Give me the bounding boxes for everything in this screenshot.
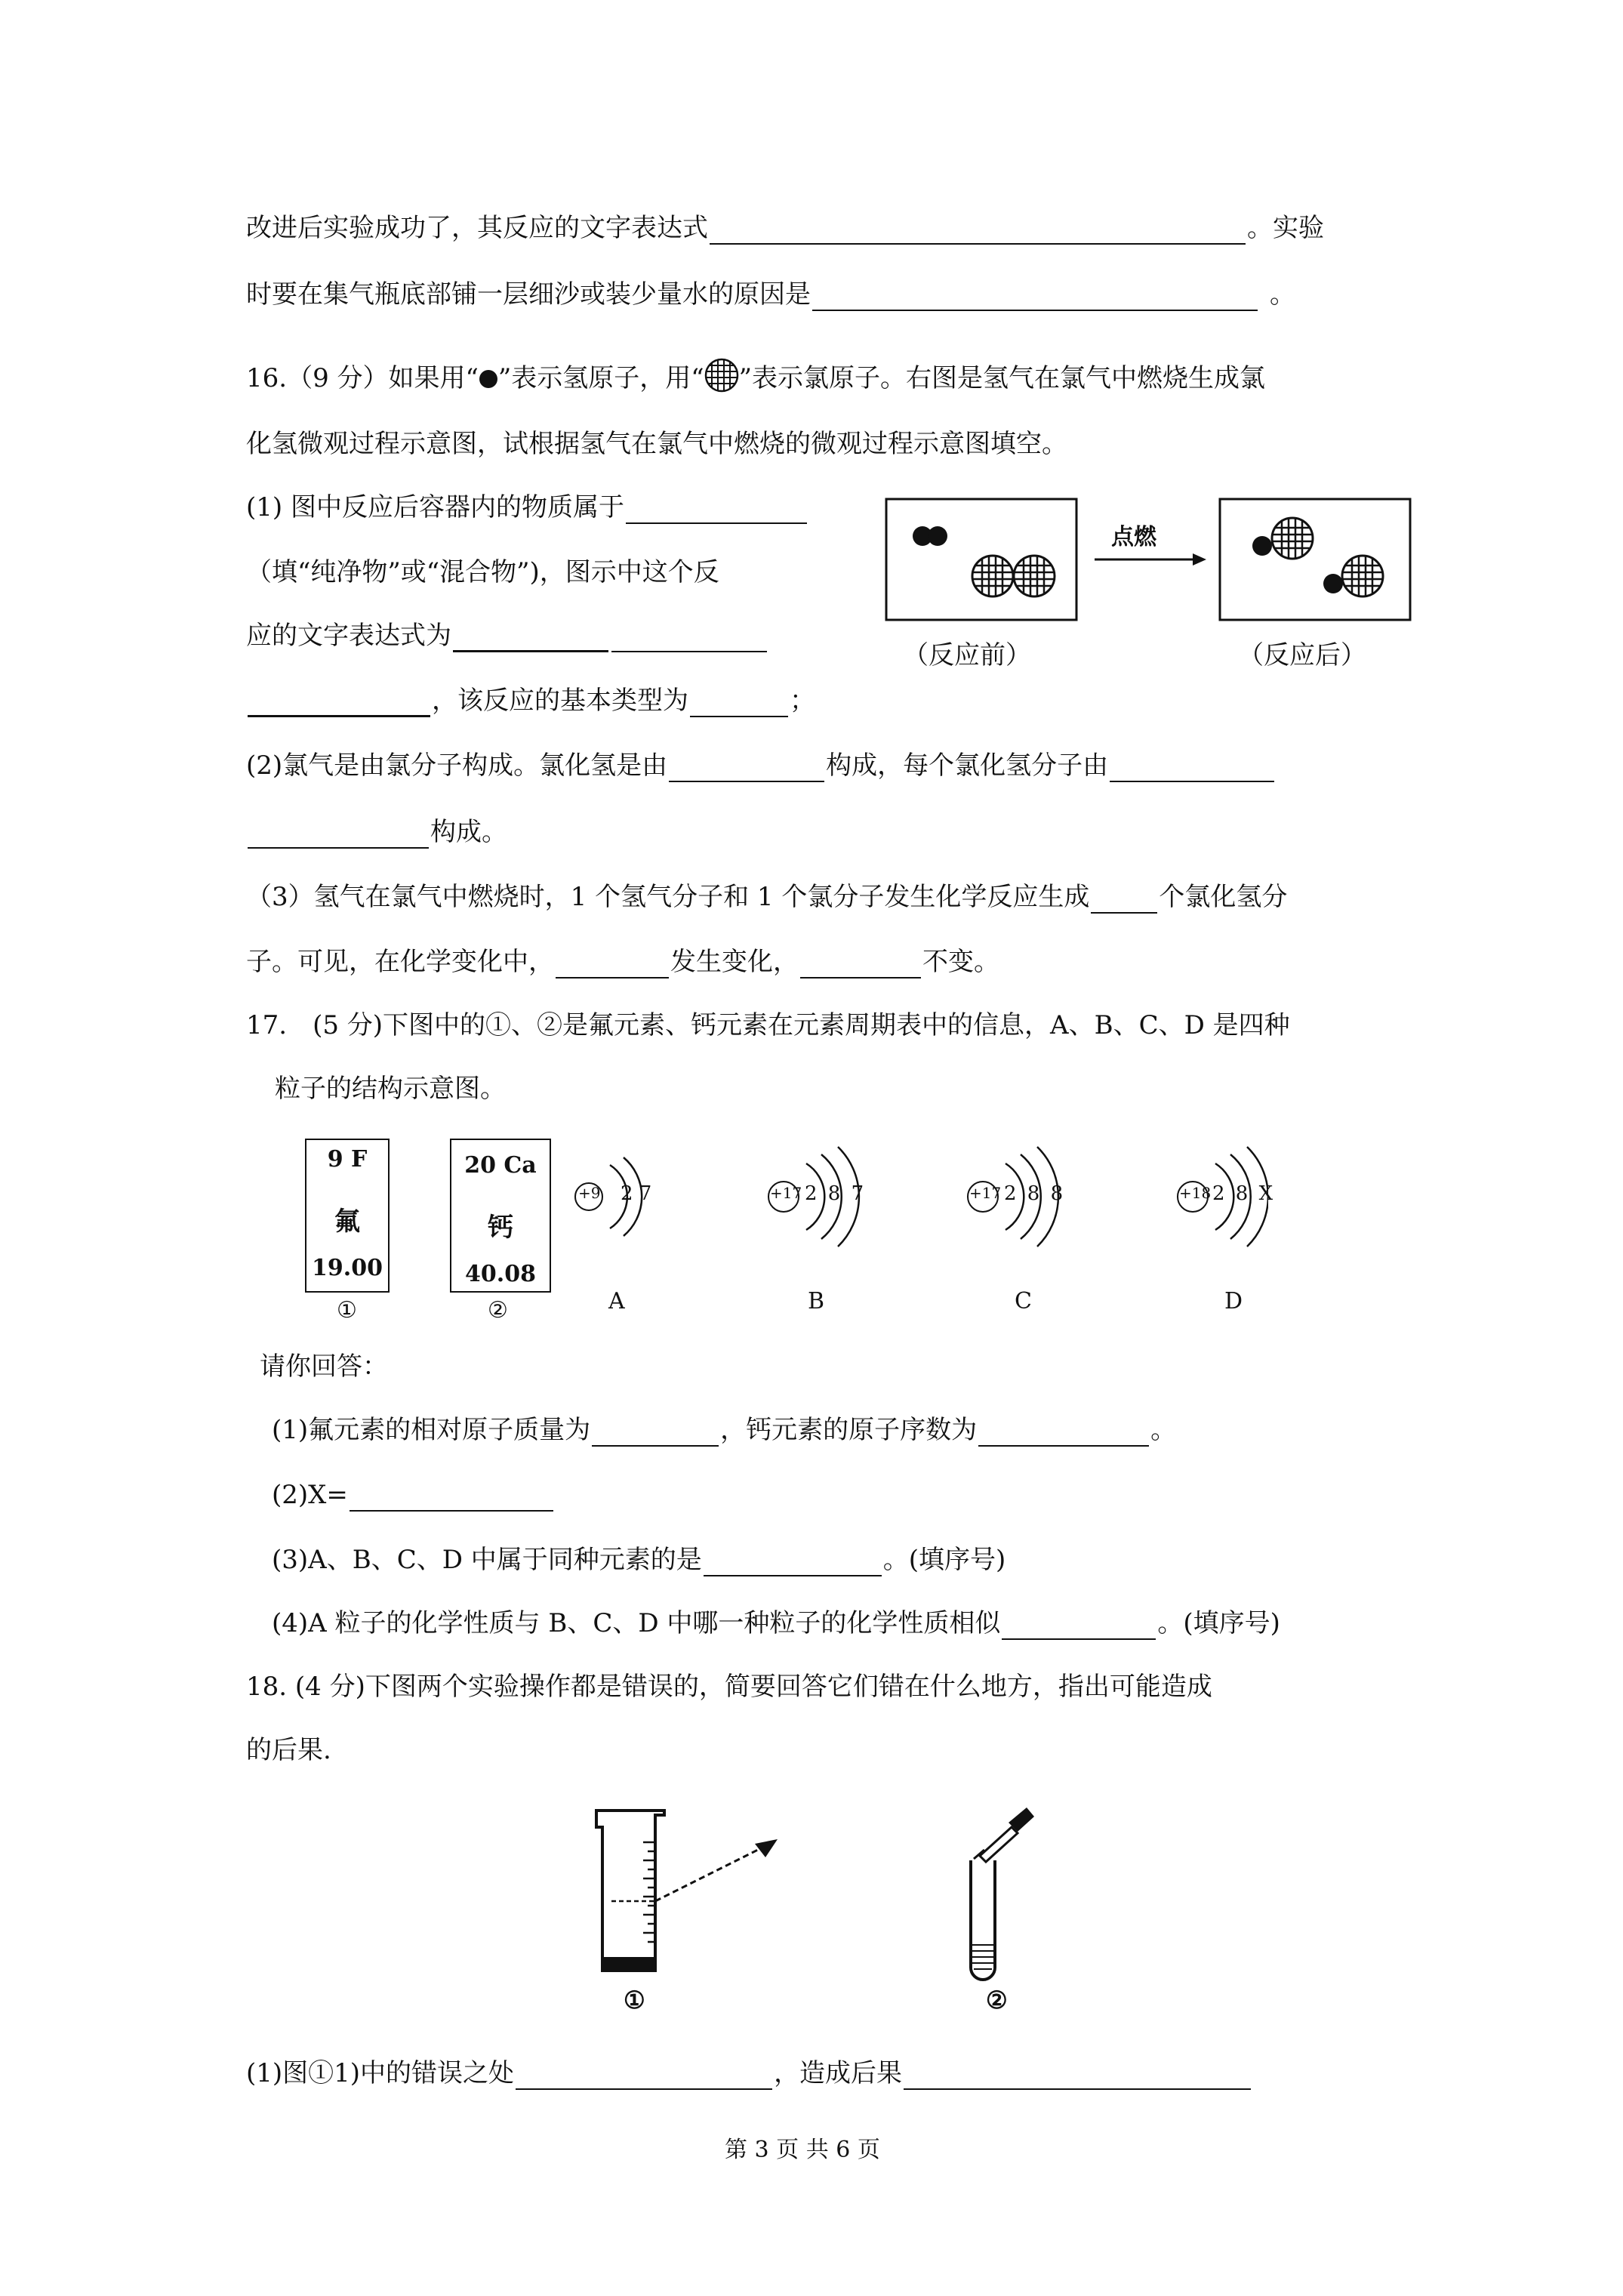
answer-blank[interactable] — [1002, 1613, 1156, 1640]
answer-blank[interactable] — [904, 2063, 1251, 2090]
answer-blank[interactable] — [350, 1484, 553, 1512]
text: (1)氟元素的相对原子质量为 — [272, 1415, 591, 1445]
question-17 — [246, 1009, 1290, 1042]
text-line — [272, 1478, 555, 1512]
text-line — [275, 1072, 506, 1105]
answer-blank[interactable] — [978, 1419, 1149, 1447]
text: (2)氯气是由氯分子构成。氯化氢是由 — [246, 750, 668, 781]
answer-blank[interactable] — [516, 2063, 772, 2090]
text: 17. (5 分)下图中的①、②是氟元素、钙元素在元素周期表中的信息，A、B、C、D 是四种 — [246, 1010, 1290, 1040]
answer-blank[interactable] — [611, 625, 767, 652]
after-box — [1220, 499, 1410, 620]
text: 16.（9 分）如果用“ — [246, 363, 479, 393]
page-footer: 第 3 页 共 6 页 — [725, 2137, 880, 2163]
text: 构成。 — [430, 817, 507, 847]
atom-label: B — [808, 1288, 825, 1314]
text: ； — [790, 686, 815, 716]
text: ”表示氯原子。右图是氢气在氯气中燃烧生成氯 — [738, 363, 1266, 393]
answer-blank[interactable] — [704, 1549, 882, 1576]
answer-blank[interactable] — [669, 755, 824, 782]
electron-shells: 2 8 8 — [1004, 1182, 1064, 1205]
text: 的后果. — [246, 1735, 331, 1765]
electron-shells: 2 8 7 — [805, 1182, 864, 1205]
lab-figures — [581, 1797, 1079, 2016]
after-caption: （反应后） — [1238, 640, 1366, 670]
text-line — [246, 880, 1287, 914]
atomic-mass: 19.00 — [312, 1255, 383, 1281]
text: 个氯化氢分 — [1159, 882, 1288, 912]
answer-blank[interactable] — [248, 821, 429, 849]
text-line — [246, 1734, 331, 1767]
nucleus-charge: +17 — [969, 1184, 1002, 1202]
atomic-mass: 40.08 — [465, 1261, 536, 1287]
text: ”表示氢原子，用“ — [497, 363, 704, 393]
atomic-number-symbol: 20 Ca — [464, 1152, 537, 1179]
text: 构成，每个氯化氢分子由 — [826, 750, 1109, 781]
text: 18. (4 分)下图两个实验操作都是错误的，简要回答它们错在什么地方，指出可能造成 — [246, 1672, 1212, 1702]
graduated-cylinder-icon — [596, 1811, 778, 1971]
test-tube-dropper-icon — [971, 1808, 1034, 1980]
text-line — [246, 684, 815, 717]
nucleus-charge: +9 — [578, 1184, 601, 1202]
text: （3）氢气在氯气中燃烧时，1 个氢气分子和 1 个氯分子发生化学反应生成 — [246, 882, 1090, 912]
question-16-intro — [246, 358, 1265, 395]
text: 。(填序号) — [882, 1545, 1006, 1575]
answer-blank[interactable] — [710, 217, 1246, 245]
answer-blank[interactable] — [690, 690, 788, 717]
element-card-calcium — [450, 1139, 551, 1293]
answer-blank[interactable] — [812, 284, 1258, 311]
text-line — [246, 2057, 1252, 2090]
text: 应的文字表达式为 — [246, 621, 451, 651]
hydrogen-atom-icon — [479, 369, 498, 389]
text: (4)A 粒子的化学性质与 B、C、D 中哪一种粒子的化学性质相似 — [272, 1608, 1001, 1638]
text: 化氢微观过程示意图，试根据氢气在氯气中燃烧的微观过程示意图填空。 — [246, 429, 1067, 459]
answer-blank[interactable] — [592, 1419, 719, 1447]
text-line — [246, 278, 1295, 311]
text-line — [246, 945, 999, 978]
text: 发生变化， — [670, 947, 799, 977]
text: 。 — [1150, 1415, 1177, 1445]
nucleus-charge: +17 — [770, 1184, 802, 1202]
text: 时要在集气瓶底部铺一层细沙或装少量水的原因是 — [246, 279, 811, 310]
arrow-label: 点燃 — [1111, 524, 1156, 550]
answer-blank[interactable] — [800, 951, 921, 978]
answer-blank[interactable] — [453, 624, 608, 652]
text: 请你回答： — [260, 1351, 388, 1382]
figure-tag: ② — [488, 1297, 508, 1324]
element-name: 钙 — [488, 1213, 513, 1243]
element-name: 氟 — [334, 1207, 360, 1237]
text-line — [246, 427, 1067, 461]
atom-label: A — [608, 1288, 625, 1314]
answer-blank[interactable] — [248, 689, 430, 717]
atom-label: D — [1224, 1288, 1243, 1314]
text-line — [272, 1543, 1006, 1576]
text-line — [246, 815, 507, 849]
text-line — [246, 619, 768, 652]
text-line — [260, 1350, 388, 1383]
text-line — [246, 211, 1324, 245]
electron-shells: 2 8 X — [1212, 1182, 1273, 1205]
text: （填“纯净物”或“混合物”)，图示中这个反 — [246, 557, 719, 587]
answer-blank[interactable] — [1091, 886, 1157, 914]
answer-blank[interactable] — [1110, 755, 1274, 782]
figure-tag: ① — [337, 1297, 357, 1324]
chlorine-atom-icon — [704, 358, 739, 393]
before-caption: （反应前） — [903, 640, 1031, 670]
text: 子。可见，在化学变化中， — [246, 947, 554, 977]
element-card-fluorine — [305, 1139, 390, 1293]
atom-structure-diagrams — [559, 1125, 1268, 1314]
text: (1)图①1)中的错误之处 — [246, 2058, 515, 2088]
text: (2)X= — [272, 1480, 348, 1510]
text: 不变。 — [922, 947, 999, 977]
answer-blank[interactable] — [556, 951, 669, 978]
text: 。(填序号) — [1157, 1608, 1280, 1638]
text: 。实验 — [1247, 213, 1324, 243]
atom-label: C — [1015, 1288, 1032, 1314]
text-line — [272, 1413, 1176, 1447]
atomic-number-symbol: 9 F — [327, 1146, 368, 1173]
question-18 — [246, 1670, 1212, 1703]
text: 。 — [1270, 279, 1295, 310]
text: ，造成后果 — [774, 2058, 903, 2088]
figure-tag: ② — [986, 1986, 1008, 2014]
text-line — [246, 749, 1276, 782]
text: (3)A、B、C、D 中属于同种元素的是 — [272, 1545, 702, 1575]
nucleus-charge: +18 — [1179, 1184, 1212, 1202]
text-line — [246, 491, 808, 524]
answer-blank[interactable] — [626, 497, 807, 524]
text-line — [246, 556, 719, 589]
text: ，钙元素的原子序数为 — [720, 1415, 978, 1445]
text: ，该反应的基本类型为 — [432, 686, 688, 716]
electron-shells: 2 7 — [621, 1182, 652, 1205]
text: (1) 图中反应后容器内的物质属于 — [246, 492, 624, 522]
text: 改进后实验成功了，其反应的文字表达式 — [246, 213, 708, 243]
figure-tag: ① — [624, 1986, 645, 2014]
text: 粒子的结构示意图。 — [275, 1074, 506, 1104]
text-line — [272, 1607, 1280, 1640]
